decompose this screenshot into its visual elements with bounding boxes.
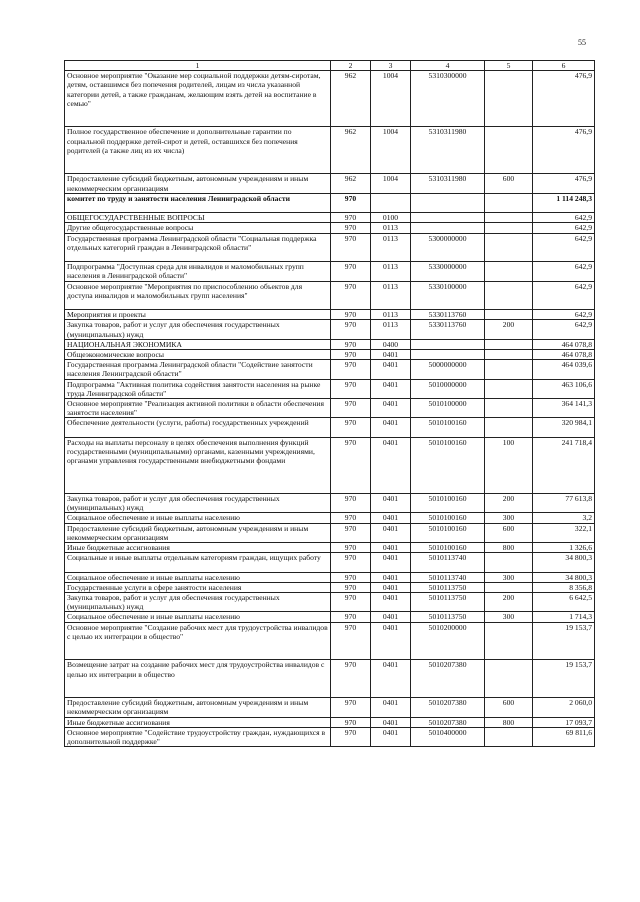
cell-expense-type (485, 399, 533, 418)
cell-amount: 1 714,3 (533, 612, 595, 622)
cell-ved: 970 (331, 233, 371, 262)
cell-section: 1004 (371, 174, 411, 193)
cell-amount: 19 153,7 (533, 660, 595, 698)
cell-expense-type: 200 (485, 494, 533, 513)
table-row (65, 71, 595, 127)
cell-target-article: 5010200000 (411, 622, 485, 660)
cell-amount: 2 060,0 (533, 698, 595, 717)
table-row (65, 223, 595, 233)
table-row (65, 193, 595, 212)
cell-amount: 8 356,8 (533, 582, 595, 592)
cell-amount: 476,9 (533, 71, 595, 127)
cell-ved: 970 (331, 418, 371, 437)
cell-target-article: 5010113750 (411, 612, 485, 622)
cell-section: 0401 (371, 593, 411, 612)
cell-amount: 1 114 248,3 (533, 193, 595, 212)
cell-section: 0100 (371, 213, 411, 223)
cell-section: 0401 (371, 572, 411, 582)
budget-table (64, 60, 595, 747)
cell-section: 0113 (371, 262, 411, 281)
cell-amount: 322,1 (533, 523, 595, 542)
cell-name: Государственная программа Ленинградской области "Содействие занятости населения Ленинградской области" (65, 360, 331, 379)
table-row (65, 717, 595, 727)
cell-expense-type (485, 339, 533, 349)
cell-name: Возмещение затрат на создание рабочих мест для трудоустройства инвалидов с целью их интеграции в общество (65, 660, 331, 698)
cell-amount: 642,9 (533, 320, 595, 339)
cell-expense-type (485, 262, 533, 281)
cell-section: 0401 (371, 612, 411, 622)
cell-amount: 476,9 (533, 127, 595, 174)
cell-ved: 970 (331, 727, 371, 746)
cell-expense-type (485, 310, 533, 320)
cell-ved: 970 (331, 350, 371, 360)
cell-expense-type: 600 (485, 523, 533, 542)
header-cell-expense-type: 5 (485, 61, 533, 71)
cell-ved: 970 (331, 262, 371, 281)
table-row (65, 582, 595, 592)
cell-target-article: 5010100160 (411, 523, 485, 542)
cell-target-article: 5330113760 (411, 320, 485, 339)
cell-target-article (411, 223, 485, 233)
cell-section: 0401 (371, 660, 411, 698)
cell-ved: 970 (331, 213, 371, 223)
cell-amount: 34 800,3 (533, 572, 595, 582)
cell-name: Обеспечение деятельности (услуги, работы) государственных учреждений (65, 418, 331, 437)
cell-section: 0400 (371, 339, 411, 349)
cell-amount: 464 078,8 (533, 339, 595, 349)
table-row (65, 127, 595, 174)
cell-name: Социальные и иные выплаты отдельным категориям граждан, ищущих работу (65, 553, 331, 572)
cell-target-article: 5010113750 (411, 582, 485, 592)
cell-ved: 970 (331, 698, 371, 717)
cell-expense-type (485, 193, 533, 212)
table-row (65, 553, 595, 572)
cell-section: 0401 (371, 543, 411, 553)
cell-ved: 970 (331, 223, 371, 233)
table-row (65, 612, 595, 622)
cell-expense-type: 300 (485, 513, 533, 523)
cell-expense-type (485, 727, 533, 746)
cell-name: Основное мероприятие "Реализация активной политики в области обеспечения занятости населения" (65, 399, 331, 418)
cell-amount: 642,9 (533, 262, 595, 281)
cell-amount: 34 800,3 (533, 553, 595, 572)
cell-name: Основное мероприятие "Мероприятия по приспособлению объектов для доступа инвалидов и маломобильных групп населения" (65, 281, 331, 310)
cell-name: Иные бюджетные ассигнования (65, 717, 331, 727)
cell-section: 0401 (371, 494, 411, 513)
cell-amount: 642,9 (533, 223, 595, 233)
cell-ved: 970 (331, 543, 371, 553)
cell-name: Расходы на выплаты персоналу в целях обеспечения выполнения функций государственными (муниципальными) органами, казенными учреждениями, органами управления государственными внебюджетными фондами (65, 437, 331, 493)
header-cell-ved: 2 (331, 61, 371, 71)
cell-amount: 3,2 (533, 513, 595, 523)
table-row (65, 698, 595, 717)
cell-name: Социальное обеспечение и иные выплаты населению (65, 513, 331, 523)
cell-ved: 970 (331, 572, 371, 582)
cell-ved: 970 (331, 622, 371, 660)
cell-name: Основное мероприятие "Содействие трудоустройству граждан, нуждающихся в дополнительной поддержке" (65, 727, 331, 746)
cell-name: Полное государственное обеспечение и дополнительные гарантии по социальной поддержке детей-сирот и детей, оставшихся без попечения родителей (а также лиц из их числа) (65, 127, 331, 174)
table-row (65, 213, 595, 223)
cell-name: Другие общегосударственные вопросы (65, 223, 331, 233)
cell-ved: 962 (331, 71, 371, 127)
cell-ved: 970 (331, 437, 371, 493)
cell-target-article: 5010113740 (411, 572, 485, 582)
table-row (65, 437, 595, 493)
table-row (65, 523, 595, 542)
cell-ved: 970 (331, 523, 371, 542)
table-row (65, 262, 595, 281)
table-row (65, 174, 595, 193)
table-row (65, 418, 595, 437)
cell-expense-type (485, 71, 533, 127)
cell-expense-type: 600 (485, 174, 533, 193)
cell-ved: 970 (331, 582, 371, 592)
cell-name: ОБЩЕГОСУДАРСТВЕННЫЕ ВОПРОСЫ (65, 213, 331, 223)
cell-target-article: 5010000000 (411, 379, 485, 398)
cell-amount: 69 811,6 (533, 727, 595, 746)
cell-expense-type: 800 (485, 543, 533, 553)
table-row (65, 622, 595, 660)
header-cell-section: 3 (371, 61, 411, 71)
table-row (65, 360, 595, 379)
cell-ved: 962 (331, 174, 371, 193)
cell-section: 1004 (371, 127, 411, 174)
cell-expense-type (485, 127, 533, 174)
cell-ved: 970 (331, 612, 371, 622)
cell-amount: 241 718,4 (533, 437, 595, 493)
cell-name: Государственные услуги в сфере занятости населения (65, 582, 331, 592)
cell-expense-type: 200 (485, 320, 533, 339)
cell-ved: 970 (331, 379, 371, 398)
cell-ved: 970 (331, 360, 371, 379)
cell-target-article: 5000000000 (411, 360, 485, 379)
cell-name: Закупка товаров, работ и услуг для обеспечения государственных (муниципальных) нужд (65, 320, 331, 339)
header-cell-amount: 6 (533, 61, 595, 71)
cell-expense-type (485, 350, 533, 360)
cell-section: 0113 (371, 320, 411, 339)
cell-target-article: 5010113750 (411, 593, 485, 612)
table-row (65, 310, 595, 320)
cell-target-article (411, 213, 485, 223)
cell-section: 0401 (371, 727, 411, 746)
table-row (65, 281, 595, 310)
table-row (65, 350, 595, 360)
cell-target-article: 5010100160 (411, 513, 485, 523)
cell-ved: 970 (331, 281, 371, 310)
cell-section: 0113 (371, 223, 411, 233)
cell-name: Иные бюджетные ассигнования (65, 543, 331, 553)
cell-section: 0113 (371, 281, 411, 310)
cell-name: НАЦИОНАЛЬНАЯ ЭКОНОМИКА (65, 339, 331, 349)
table-row (65, 727, 595, 746)
cell-name: Мероприятия и проекты (65, 310, 331, 320)
cell-section: 0401 (371, 360, 411, 379)
cell-name: Социальное обеспечение и иные выплаты населению (65, 572, 331, 582)
table-row (65, 399, 595, 418)
cell-expense-type: 200 (485, 593, 533, 612)
cell-amount: 320 984,1 (533, 418, 595, 437)
cell-target-article: 5010100000 (411, 399, 485, 418)
cell-section: 0401 (371, 523, 411, 542)
cell-amount: 1 326,6 (533, 543, 595, 553)
cell-target-article: 5310311980 (411, 127, 485, 174)
cell-section: 0113 (371, 233, 411, 262)
cell-ved: 970 (331, 513, 371, 523)
table-row (65, 339, 595, 349)
cell-name: комитет по труду и занятости населения Ленинградской области (65, 193, 331, 212)
cell-name: Предоставление субсидий бюджетным, автономным учреждениям и иным некоммерческим организациям (65, 698, 331, 717)
cell-name: Государственная программа Ленинградской области "Социальная поддержка отдельных категорий граждан в Ленинградской области" (65, 233, 331, 262)
cell-section: 0401 (371, 418, 411, 437)
cell-section: 1004 (371, 71, 411, 127)
table-row (65, 494, 595, 513)
table-row (65, 593, 595, 612)
cell-name: Закупка товаров, работ и услуг для обеспечения государственных (муниципальных) нужд (65, 494, 331, 513)
cell-amount: 642,9 (533, 281, 595, 310)
cell-target-article: 5010207380 (411, 660, 485, 698)
cell-target-article: 5010207380 (411, 717, 485, 727)
cell-expense-type (485, 622, 533, 660)
cell-ved: 970 (331, 660, 371, 698)
cell-name: Социальное обеспечение и иные выплаты населению (65, 612, 331, 622)
cell-amount: 642,9 (533, 213, 595, 223)
cell-target-article: 5300000000 (411, 233, 485, 262)
cell-section: 0401 (371, 437, 411, 493)
cell-name: Предоставление субсидий бюджетным, автономным учреждениям и иным некоммерческим организациям (65, 174, 331, 193)
cell-section: 0401 (371, 399, 411, 418)
cell-ved: 970 (331, 593, 371, 612)
cell-name: Общеэкономические вопросы (65, 350, 331, 360)
cell-target-article: 5010113740 (411, 553, 485, 572)
header-cell-name: 1 (65, 61, 331, 71)
cell-name: Основное мероприятие "Создание рабочих мест для трудоустройства инвалидов с целью их интеграции в общество" (65, 622, 331, 660)
cell-target-article: 5310300000 (411, 71, 485, 127)
cell-amount: 19 153,7 (533, 622, 595, 660)
cell-ved: 970 (331, 310, 371, 320)
cell-amount: 476,9 (533, 174, 595, 193)
cell-amount: 464 039,6 (533, 360, 595, 379)
cell-expense-type (485, 418, 533, 437)
cell-section: 0401 (371, 698, 411, 717)
cell-ved: 970 (331, 717, 371, 727)
cell-target-article: 5330113760 (411, 310, 485, 320)
cell-expense-type (485, 582, 533, 592)
table-row (65, 572, 595, 582)
cell-name: Предоставление субсидий бюджетным, автономным учреждениям и иным некоммерческим организациям (65, 523, 331, 542)
cell-target-article (411, 350, 485, 360)
cell-amount: 6 642,5 (533, 593, 595, 612)
cell-target-article: 5010207380 (411, 698, 485, 717)
cell-target-article: 5010100160 (411, 494, 485, 513)
cell-section (371, 193, 411, 212)
table-row (65, 660, 595, 698)
cell-section: 0401 (371, 582, 411, 592)
cell-section: 0113 (371, 310, 411, 320)
cell-name: Подпрограмма "Доступная среда для инвалидов и маломобильных групп населения в Ленинградской области" (65, 262, 331, 281)
cell-expense-type: 100 (485, 437, 533, 493)
cell-expense-type (485, 233, 533, 262)
cell-expense-type: 300 (485, 572, 533, 582)
page-number: 55 (578, 38, 586, 47)
cell-section: 0401 (371, 717, 411, 727)
cell-expense-type (485, 360, 533, 379)
cell-ved: 962 (331, 127, 371, 174)
cell-section: 0401 (371, 622, 411, 660)
cell-name: Основное мероприятие "Оказание мер социальной поддержки детям-сиротам, детям, оставшимся без попечения родителей, лицам из числа указанной категории детей, а также гражданам, желающим взять детей на воспитание в семью" (65, 71, 331, 127)
cell-expense-type: 600 (485, 698, 533, 717)
table-row (65, 513, 595, 523)
cell-name: Закупка товаров, работ и услуг для обеспечения государственных (муниципальных) нужд (65, 593, 331, 612)
cell-ved: 970 (331, 399, 371, 418)
cell-expense-type (485, 213, 533, 223)
cell-target-article (411, 339, 485, 349)
cell-expense-type: 800 (485, 717, 533, 727)
cell-expense-type (485, 660, 533, 698)
table-header-row (65, 61, 595, 71)
cell-target-article (411, 193, 485, 212)
cell-section: 0401 (371, 379, 411, 398)
cell-target-article: 5010100160 (411, 543, 485, 553)
cell-target-article: 5310311980 (411, 174, 485, 193)
cell-ved: 970 (331, 553, 371, 572)
table-row (65, 320, 595, 339)
cell-name: Подпрограмма "Активная политика содействия занятости населения на рынке труда Ленинградской области" (65, 379, 331, 398)
cell-amount: 364 141,3 (533, 399, 595, 418)
header-cell-target-article: 4 (411, 61, 485, 71)
cell-ved: 970 (331, 339, 371, 349)
cell-amount: 642,9 (533, 233, 595, 262)
cell-target-article: 5330000000 (411, 262, 485, 281)
table-row (65, 379, 595, 398)
cell-section: 0401 (371, 350, 411, 360)
table-row (65, 233, 595, 262)
cell-target-article: 5010100160 (411, 437, 485, 493)
cell-target-article: 5010400000 (411, 727, 485, 746)
cell-amount: 77 613,8 (533, 494, 595, 513)
cell-expense-type (485, 553, 533, 572)
cell-amount: 17 093,7 (533, 717, 595, 727)
cell-ved: 970 (331, 193, 371, 212)
cell-amount: 463 106,6 (533, 379, 595, 398)
cell-amount: 464 078,8 (533, 350, 595, 360)
cell-expense-type (485, 379, 533, 398)
cell-target-article: 5330100000 (411, 281, 485, 310)
cell-amount: 642,9 (533, 310, 595, 320)
cell-expense-type (485, 281, 533, 310)
cell-ved: 970 (331, 494, 371, 513)
cell-section: 0401 (371, 553, 411, 572)
table-row (65, 543, 595, 553)
cell-section: 0401 (371, 513, 411, 523)
cell-expense-type (485, 223, 533, 233)
cell-expense-type: 300 (485, 612, 533, 622)
cell-target-article: 5010100160 (411, 418, 485, 437)
cell-ved: 970 (331, 320, 371, 339)
